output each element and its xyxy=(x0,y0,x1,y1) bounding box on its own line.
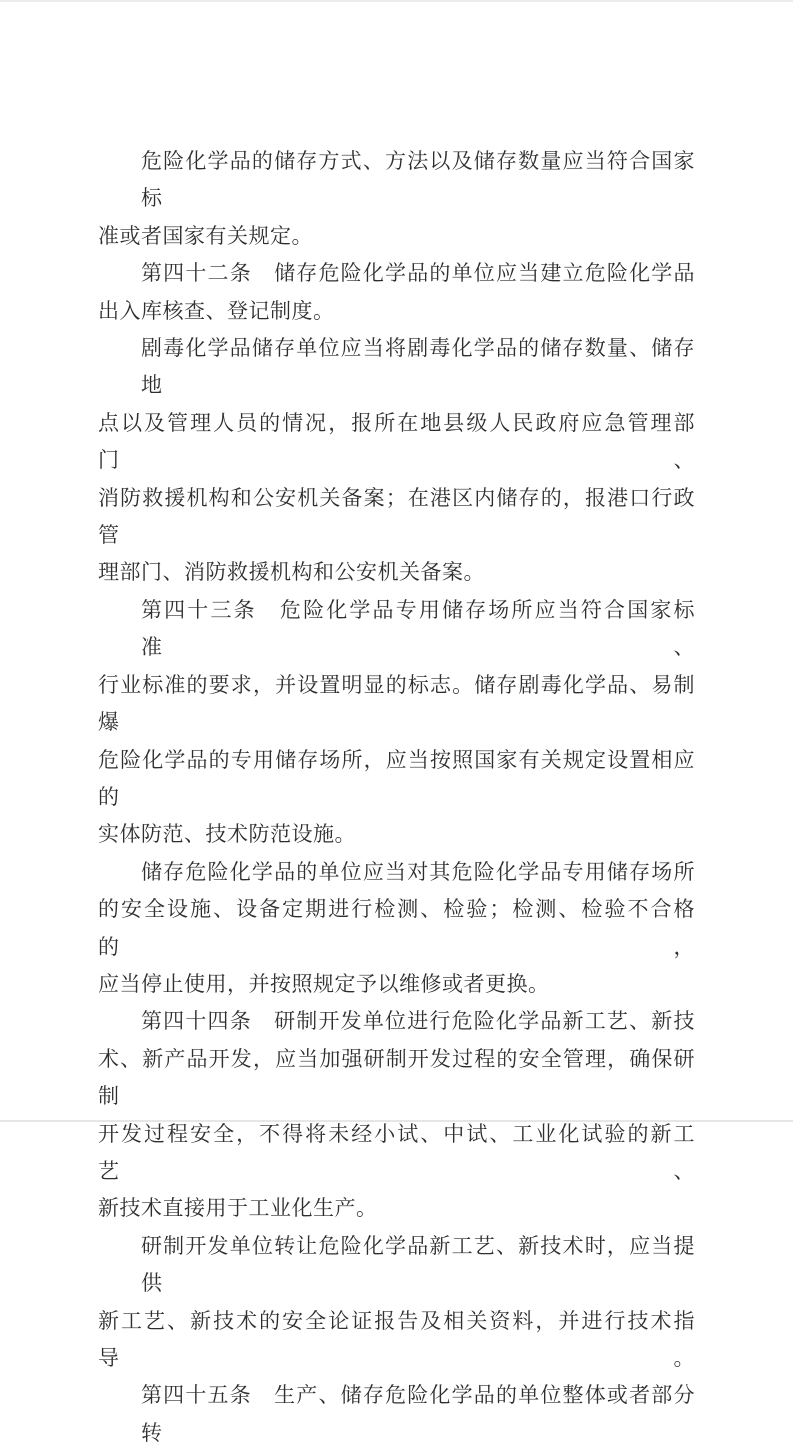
text-line: 研制开发单位转让危险化学品新工艺、新技术时，应当提供 xyxy=(141,1233,695,1296)
text-line: 新技术直接用于工业化生产。 xyxy=(98,1196,378,1221)
paragraph xyxy=(98,1377,695,1452)
text-line: 新工艺、新技术的安全论证报告及相关资料，并进行技术指导。 xyxy=(98,1308,695,1370)
text-line: 第四十四条 研制开发单位进行危险化学品新工艺、新技 xyxy=(141,1009,695,1034)
text-line: 实体防范、技术防范设施。 xyxy=(98,822,356,847)
text-line: 出入库核查、登记制度。 xyxy=(98,298,335,323)
text-line: 开发过程安全，不得将未经小试、中试、工业化试验的新工艺、 xyxy=(98,1121,695,1183)
text-line: 第四十二条 储存危险化学品的单位应当建立危险化学品 xyxy=(141,261,695,286)
paragraph xyxy=(98,854,695,1004)
paragraph xyxy=(98,143,695,255)
text-line: 的安全设施、设备定期进行检测、检验；检测、检验不合格的， xyxy=(98,897,695,959)
text-line: 消防救援机构和公安机关备案；在港区内储存的，报港口行政管 xyxy=(98,485,695,548)
text-line: 理部门、消防救援机构和公安机关备案。 xyxy=(98,560,485,585)
paragraph xyxy=(98,330,695,592)
text-line: 点以及管理人员的情况，报所在地县级人民政府应急管理部门、 xyxy=(98,410,695,473)
text-line: 剧毒化学品储存单位应当将剧毒化学品的储存数量、储存地 xyxy=(141,336,695,398)
paragraph xyxy=(98,1228,695,1378)
text-line: 储存危险化学品的单位应当对其危险化学品专用储存场所 xyxy=(141,859,695,884)
text-line: 应当停止使用，并按照规定予以维修或者更换。 xyxy=(98,971,550,996)
text-line: 危险化学品的储存方式、方法以及储存数量应当符合国家标 xyxy=(141,149,695,211)
text-line: 第四十五条 生产、储存危险化学品的单位整体或者部分转 xyxy=(141,1383,695,1445)
text-line: 准或者国家有关规定。 xyxy=(98,223,313,248)
paragraph xyxy=(98,255,695,330)
text-line: 危险化学品的专用储存场所，应当按照国家有关规定设置相应的 xyxy=(98,747,695,809)
paragraph xyxy=(98,592,695,854)
paragraph xyxy=(98,1003,695,1227)
document-text-block xyxy=(98,143,695,1452)
text-line: 术、新产品开发，应当加强研制开发过程的安全管理，确保研制 xyxy=(98,1046,695,1109)
text-line: 行业标准的要求，并设置明显的标志。储存剧毒化学品、易制爆 xyxy=(98,672,695,735)
text-line: 第四十三条 危险化学品专用储存场所应当符合国家标准、 xyxy=(141,597,695,660)
